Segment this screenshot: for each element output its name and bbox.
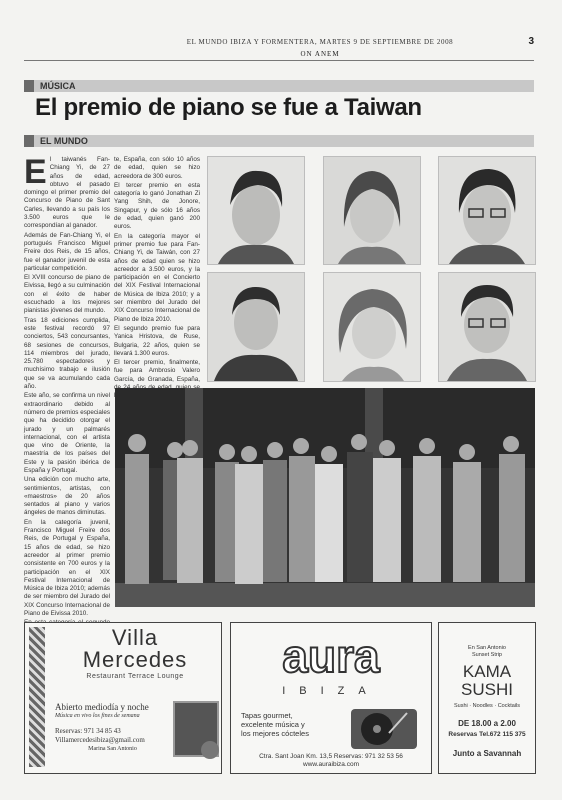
aura-tagline (241, 711, 341, 738)
aura-tagline-line: Tapas gourmet, (241, 711, 293, 720)
paragraph: En la categoría mayor el primer premio fue para Fan-Chiang Yi, de Taiwán, con 27 años de edad quien se hizo acreedor a 3.500 euros, y la participación en el Concierto del XIX Festival Internacional de Música de Ibiza 2010; y a ser miembro del Jurado del XIX Concurso Internacional de Piano de Ibiza 2010. (114, 232, 200, 323)
section-tag: ON ANEM (300, 50, 340, 58)
decorative-border (29, 627, 45, 767)
paragraph: Además de Fan-Chiang Yi, el portugués Francisco Miguel Freire dos Reis, de 15 años, fue el ganador juvenil de esta particular competición. (24, 231, 110, 272)
villa-title (55, 627, 215, 671)
masthead: EL MUNDO IBIZA Y FORMENTERA, MARTES 9 DE SEPTIEMBRE DE 2008 (186, 38, 454, 46)
kama-phone: Reservas Tel.672 115 375 (448, 731, 526, 738)
ad-villa-mercedes[interactable] (24, 622, 222, 774)
aura-logo: aura (282, 630, 380, 682)
section-label: MÚSICA (40, 81, 76, 91)
kama-near (439, 749, 535, 758)
headline: El premio de piano se fue a Taiwan (35, 94, 422, 121)
section-band (24, 80, 534, 92)
kama-near-name: Savannah (483, 749, 522, 758)
paragraph: El segundo premio fue para Yanica Hristova, de Ruse, Bulgaria, 22 años, quien se llevará 1.300 euros. (114, 324, 200, 357)
paragraph: Tras 18 ediciones cumplida, este festival recordó 97 conciertos, 543 concursantes, 68 sesiones de concursos, 114 miembros del jurado, 25.780 espectadores y muchísimo trabajo e ilusión que se va acumulando cada año. (24, 316, 110, 391)
kama-name (439, 663, 535, 699)
kama-location (439, 645, 535, 659)
paragraph: Una edición con mucho arte, sentimientos, artistas, con «maestros» de 20 años sentados al piano y varios ángeles de manos diminutas. (24, 476, 110, 517)
villa-email: Villamercedesibiza@gmail.com (55, 736, 145, 744)
byline: EL MUNDO (40, 136, 88, 146)
paragraph: El tercer premio, finalmente, fue para Ambrosio Valero García, de Granada, España, (114, 359, 200, 383)
article-column-1 (24, 153, 110, 618)
aura-web[interactable]: www.auraibiza.com (303, 761, 359, 768)
paragraph: Este año, se confirma un nivel extraordinario debido al número de premios especiales que ha decidido otorgar el jurado y un palmarés internacional, con el artista que vino de Oriente, la maestría de los países del Este y la pasión ibérica de España y Portugal. (24, 392, 110, 474)
kama-name-line: KAMA (462, 662, 512, 681)
aura-footer (231, 753, 431, 769)
aura-city: IBIZA (282, 685, 380, 697)
kama-menu: Sushi · Noodles · Cocktails (453, 703, 521, 709)
page-number: 3 (528, 36, 534, 47)
byline-band (24, 135, 534, 147)
portrait-photo (323, 272, 421, 382)
aura-address: Ctra. Sant Joan Km. 13,5 Reservas: 971 32 53 56 (259, 753, 403, 760)
article-column-2 (114, 156, 200, 384)
villa-music: Música en vivo los fines de semana (55, 713, 140, 719)
paragraph: El XVIII concurso de piano de Eivissa, llegó a su culminación con el éxito de haber escuchado a los mejores pianistas jóvenes del mundo. (24, 274, 110, 315)
villa-phone: Reservas: 971 34 85 43 (55, 727, 121, 735)
villa-subtitle: Restaurant Terrace Lounge (86, 673, 184, 680)
paragraph: El tercer premio en esta categoría lo ganó Jonathan Zi Yang Shih, de Jonore, Singapur, y de sólo 16 años de edad, quien ganó 200 euros. (114, 181, 200, 231)
paragraph: l taiwanés Fan-Chiang Yi, de 27 años de edad, obtuvo el pasado domingo el primer premio del Concurso de Piano de Sant Carles, llevando a su país los 3.500 euros que le correspondían al ganador. (24, 156, 110, 230)
dropcap: E (24, 153, 47, 191)
villa-location: Marina San Antonio (88, 746, 137, 752)
villa-title-line1: Villa (111, 625, 159, 650)
ad-aura-ibiza[interactable] (230, 622, 432, 774)
kama-location-line: Sunset Strip (472, 652, 502, 658)
villa-badge (201, 741, 219, 759)
villa-info (55, 703, 170, 754)
group-photo (115, 388, 535, 607)
portrait-photo (207, 156, 305, 265)
villa-title-line2: Mercedes (82, 647, 188, 672)
portrait-photo (438, 272, 536, 382)
header-rule (24, 60, 534, 61)
portrait-photo (207, 272, 305, 382)
villa-hours: Abierto mediodía y noche (55, 702, 149, 712)
aura-tagline-line: excelente música y (241, 720, 305, 729)
turntable-icon (349, 703, 419, 751)
kama-hours: DE 18.00 a 2.00 (458, 719, 516, 728)
paragraph: te, España, con sólo 10 años de edad, quien se hizo acreedora de 300 euros. (114, 156, 200, 180)
ad-kama-sushi[interactable] (438, 622, 536, 774)
kama-near-label: Junto a (452, 749, 482, 758)
kama-name-line: SUSHI (461, 680, 513, 699)
paragraph: En la categoría juvenil, Francisco Miguel Freire dos Reis, de Portugal y España, 15 años de edad, se hizo acreedor al primer premio consistente en 700 euros y la participación en el XIX Festival Internacional de Música de Ibiza 2010; además de ser miembro del Jurado del XIX Concurso Internacional de Piano de Eivissa 2010. (24, 518, 110, 618)
aura-tagline-line: los mejores cócteles (241, 729, 309, 738)
portrait-photo (438, 156, 536, 265)
kama-location-line: En San Antonio (468, 645, 506, 651)
portrait-photo (323, 156, 421, 265)
